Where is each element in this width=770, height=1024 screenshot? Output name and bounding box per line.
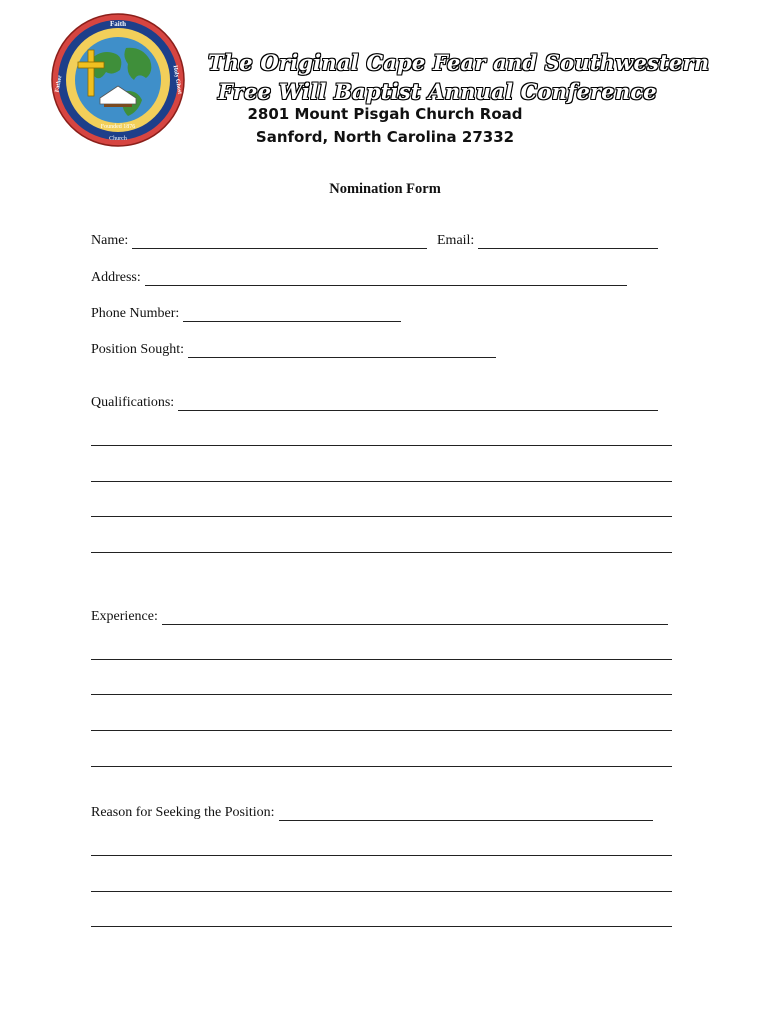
name-line[interactable] [132,233,427,249]
conference-title-line-1: The Original Cape Fear and Southwestern [208,50,710,75]
reason-line-4[interactable] [91,926,672,927]
address-line-1: 2801 Mount Pisgah Church Road [247,105,523,123]
name-field[interactable] [91,233,427,249]
reason-label: Reason for Seeking the Position: [91,805,275,820]
experience-line-4[interactable] [91,730,672,731]
experience-line[interactable] [162,609,668,625]
address-line-2: Sanford, North Carolina 27332 [255,128,515,146]
phone-field[interactable] [91,306,401,322]
email-label: Email: [437,233,475,248]
phone-label: Phone Number: [91,306,180,321]
qualifications-field[interactable] [91,395,658,411]
position-label: Position Sought: [91,342,184,357]
qualifications-line[interactable] [178,395,658,411]
logo-left-text: Father [54,74,64,93]
experience-line-2[interactable] [91,659,672,660]
reason-line-3[interactable] [91,891,672,892]
address-label: Address: [91,270,141,285]
logo-bottom-text-1: Founded 1876 [100,124,136,130]
qualifications-line-5[interactable] [91,552,672,553]
email-field[interactable] [437,233,658,249]
reason-field[interactable] [91,805,653,821]
email-line[interactable] [478,233,658,249]
experience-line-5[interactable] [91,766,672,767]
experience-label: Experience: [91,609,158,624]
experience-field[interactable] [91,609,668,625]
conference-title-line-2: Free Will Baptist Annual Conference [218,79,657,104]
experience-line-3[interactable] [91,694,672,695]
reason-line[interactable] [279,805,653,821]
address-field[interactable] [91,270,627,286]
position-line[interactable] [188,342,496,358]
logo-top-text: Faith [110,20,126,28]
qualifications-line-2[interactable] [91,445,672,446]
qualifications-line-3[interactable] [91,481,672,482]
qualifications-label: Qualifications: [91,395,175,410]
name-label: Name: [91,233,129,248]
position-field[interactable] [91,342,496,358]
form-title: Nomination Form [329,181,441,197]
logo-right-text: Holy Ghost [171,64,183,95]
logo-bottom-text-2: Church [109,136,127,142]
reason-line-2[interactable] [91,855,672,856]
address-line[interactable] [145,270,627,286]
phone-line[interactable] [183,306,401,322]
qualifications-line-4[interactable] [91,516,672,517]
